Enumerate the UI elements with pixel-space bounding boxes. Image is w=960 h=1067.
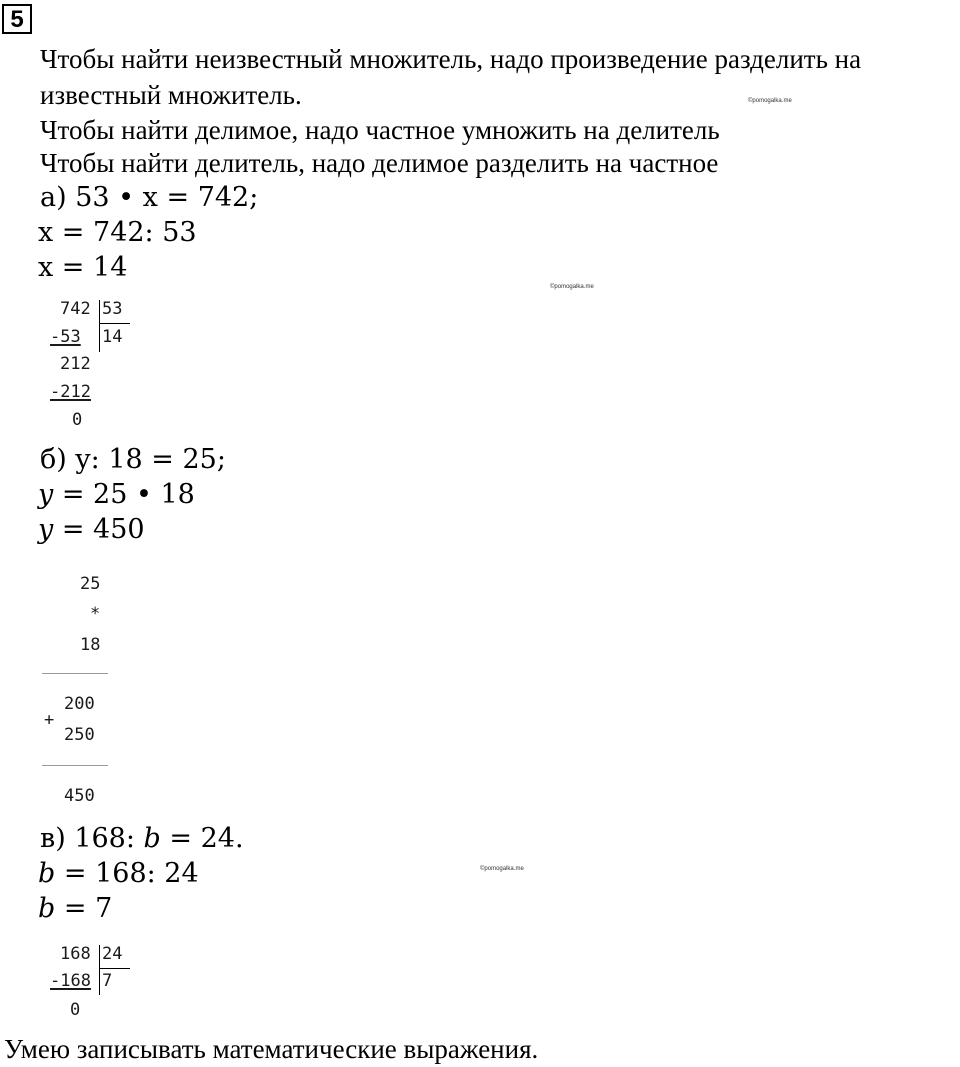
multiplication-factor-2: 18: [80, 635, 101, 655]
division-remainder: 0: [70, 1000, 81, 1020]
part-c-line3-rest: = 7: [55, 893, 113, 924]
multiplication-line-2: [42, 765, 108, 766]
watermark: ©pomogalka.me: [748, 98, 792, 104]
part-b-line2-rest: = 25 • 18: [53, 479, 195, 510]
division-quotient: 14: [102, 327, 123, 347]
part-c-line2-rest: = 168: 24: [55, 858, 199, 889]
division-partial-remainder: 212: [60, 354, 91, 374]
part-c-line2-var: b: [38, 858, 56, 889]
division-subtrahend-2: -212: [50, 382, 91, 402]
rule-unknown-factor-line1: Чтобы найти неизвестный множитель, надо произведение разделить на: [40, 44, 862, 74]
multiplication-factor-1: 25: [80, 574, 101, 594]
watermark: ©pomogalka.me: [480, 866, 524, 872]
part-c-line3: [38, 892, 112, 926]
multiplication-plus: +: [44, 710, 55, 730]
multiplication-line-1: [42, 673, 108, 674]
part-b-var: y: [75, 444, 91, 475]
division-dividend: 742: [60, 299, 91, 319]
part-a-label: а): [40, 182, 67, 213]
part-b-line3-rest: = 450: [53, 514, 145, 545]
division-dividend: 168: [60, 944, 91, 964]
part-c-line2: [38, 857, 199, 891]
multiplication-result: 450: [64, 786, 95, 806]
division-remainder: 0: [72, 410, 83, 430]
rule-dividend: Чтобы найти делимое, надо частное умножить на делитель: [40, 115, 720, 145]
part-c-line1-pre: 168:: [74, 823, 144, 854]
rule-unknown-factor-line2: известный множитель.: [40, 80, 302, 110]
part-a-line1: 53 • x = 742;: [75, 182, 259, 213]
part-b-label: б): [40, 444, 67, 475]
part-a-equation: [40, 181, 258, 215]
multiplication-partial-1: 200: [64, 694, 95, 714]
part-c-var: b: [143, 823, 161, 854]
footer-skill-statement: Умею записывать математические выражения.: [4, 1034, 539, 1064]
division-bracket-horizontal: [100, 323, 130, 324]
multiplication-operator: *: [90, 604, 101, 624]
part-b-line2: [38, 478, 195, 512]
part-c-line1-rest: = 24.: [160, 823, 244, 854]
rule-divisor: Чтобы найти делитель, надо делимое разделить на частное: [40, 148, 719, 178]
part-b-line3-var: y: [38, 514, 54, 545]
division-divisor: 24: [102, 944, 123, 964]
part-c-line3-var: b: [38, 893, 56, 924]
multiplication-partial-2: 250: [64, 725, 95, 745]
division-bracket-vertical: [99, 945, 100, 995]
part-b-line1: : 18 = 25;: [90, 444, 226, 475]
part-b-line3: [38, 513, 145, 547]
part-c-label: в): [40, 823, 66, 854]
exercise-number-badge: 5: [2, 4, 32, 34]
watermark: ©pomogalka.me: [550, 284, 594, 290]
division-bracket-horizontal: [100, 968, 130, 969]
division-bracket-vertical: [99, 300, 100, 352]
part-b-equation: [40, 443, 226, 477]
division-divisor: 53: [102, 299, 123, 319]
division-quotient: 7: [102, 971, 113, 991]
part-b-line2-var: y: [38, 479, 54, 510]
part-a-line3: x = 14: [38, 252, 128, 283]
part-c-equation: [40, 822, 244, 856]
part-a-line2: x = 742: 53: [38, 217, 197, 248]
division-subtrahend-1: -168: [50, 971, 91, 991]
division-subtrahend-1: -53: [50, 327, 81, 347]
